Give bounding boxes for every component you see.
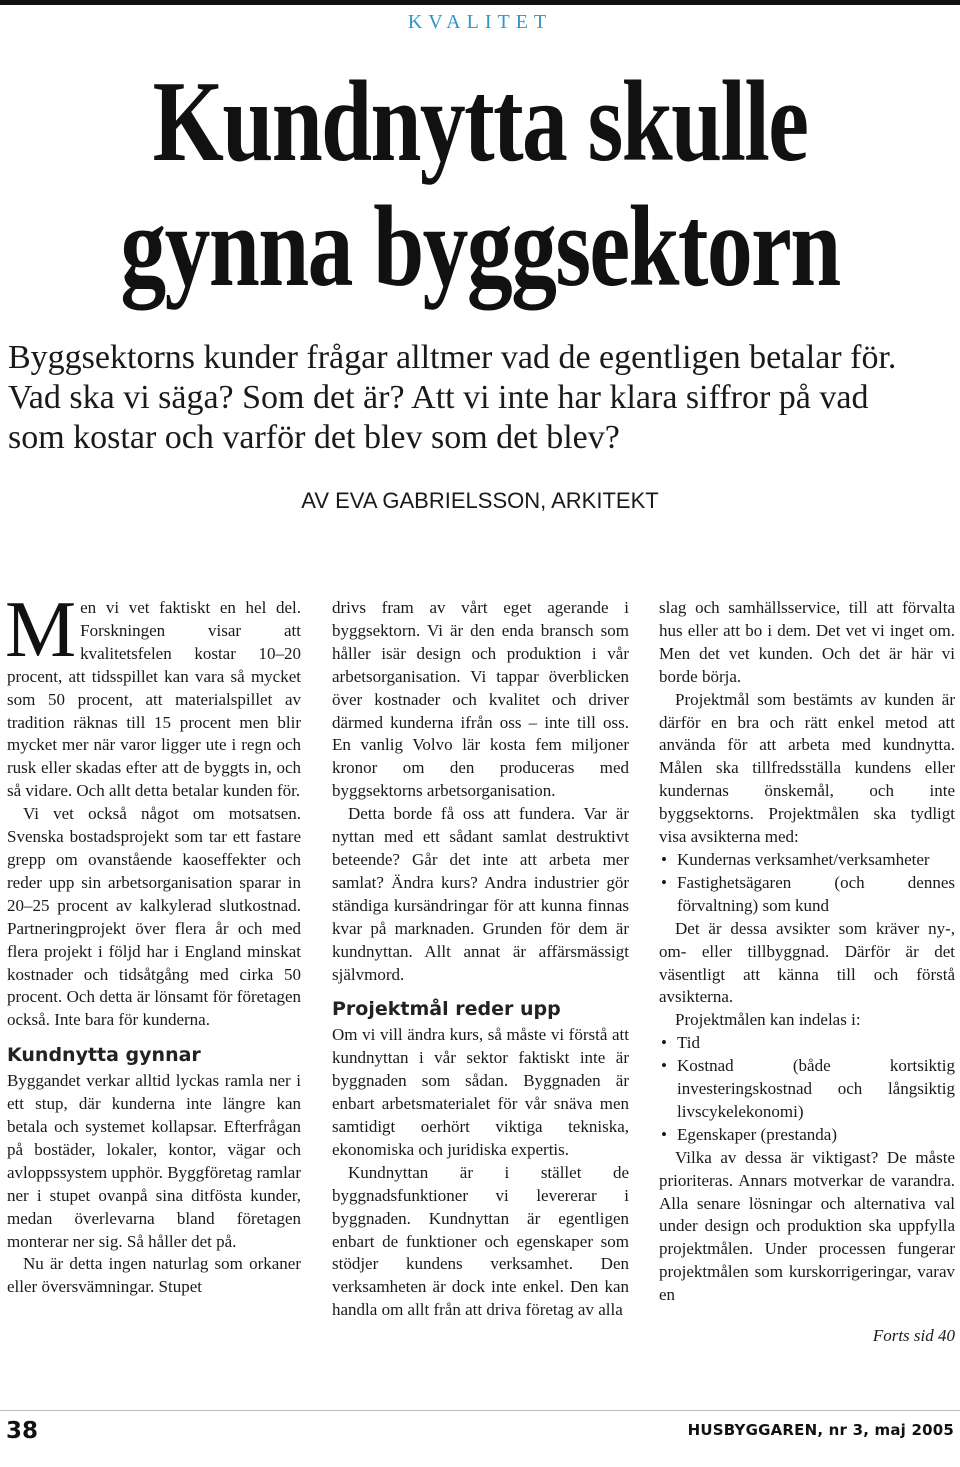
headline-line-2: gynna byggsektorn	[120, 183, 840, 311]
section-label: KVALITET	[407, 11, 553, 33]
paragraph: Projektmål som bestämts av kunden är därför en bra och rätt enkel metod att använda för att arbeta med kundnytta. Målen ska tillfredsställa kundens eller kundernas önskemål, och inte byggsektorns. Projektmålen ska tydligt visa avsikterna med:	[659, 689, 955, 847]
paragraph: Det är dessa avsikter som kräver ny-, om- eller tillbyggnad. Därför är det väsentligt att känna till och förstå avsikterna.	[659, 918, 955, 1007]
paragraph: Kundnyttan är i stället de byggnadsfunktioner vi levererar i byggnaden. Kundnyttan är egentligen enbart de funktioner och egenskaper som stödjer kundens verksamhet. Den verksamheten är dock inte enkel. Den kan handla om allt från att driva företag av alla	[332, 1162, 629, 1320]
list-item: • Kundernas verksamhet/verksamheter	[659, 849, 955, 872]
top-rule	[0, 0, 960, 5]
ingress	[8, 338, 953, 458]
article-column-1	[5, 586, 301, 1299]
footer-rule	[0, 1410, 960, 1411]
page-number: 38	[6, 1418, 39, 1444]
article-column-3	[659, 597, 955, 1348]
list-item: • Fastighetsägaren (och dennes förvaltning) som kund	[659, 872, 955, 918]
list-item: • Kostnad (både kortsiktig investeringskostnad och långsiktig livscykelekonomi)	[659, 1055, 955, 1124]
paragraph: Nu är detta ingen naturlag som orkaner eller översvämningar. Stupet	[7, 1254, 301, 1297]
subheading: Projektmål reder upp	[332, 998, 561, 1021]
paragraph: Byggandet verkar alltid lyckas ramla ner i ett stup, där kunderna inte längre kan betala och systemet kollapsar. Efterfrågan på bostäder, lokaler, kontor, vägar och avloppssystem upphör. Byggföretag ramlar ner i stupet ovanpå sina ditfösta kunder, medan överlevarna bland företagen monterar ner sig. Så håller det på.	[7, 1071, 301, 1251]
paragraph: Detta borde få oss att fundera. Var är nyttan med ett sådant samlat destruktivt beteende? Går det inte att arbeta mer samlat? Ändra kurs? Andra industrier gör ständiga kursändringar för att kunna finnas kvar på marknaden. Grunden för dem är kundnyttan. Allt annat är affärsmässigt självmord.	[332, 804, 629, 984]
paragraph-text: en vi vet faktiskt en hel del. Forskningen visar att kvalitetsfelen kostar 10–20 procent, att tidsspillet kan vara så mycket som 50 procent, att materialspillet av tradition räknas till 15 procent men blir mycket mer när varor ligger ute i regn och rusk eller skadas efter att de byggts in, och så vidare. Och allt detta betalar kunden för.	[7, 598, 301, 801]
bullet-list	[659, 1032, 955, 1147]
ingress-line-3: som kostar och varför det blev som det blev?	[8, 419, 620, 456]
publication-info: HUSBYGGAREN, nr 3, maj 2005	[687, 1421, 954, 1439]
ingress-line-2: Vad ska vi säga? Som det är? Att vi inte har klara siffror på vad	[8, 379, 869, 416]
bullet-list	[659, 849, 955, 918]
list-item: • Tid	[659, 1032, 955, 1055]
headline-line-1: Kundnytta skulle	[152, 58, 808, 186]
byline: AV EVA GABRIELSSON, ARKITEKT	[301, 488, 659, 513]
paragraph	[5, 586, 301, 803]
ingress-line-1: Byggsektorns kunder frågar alltmer vad de egentligen betalar för.	[8, 339, 897, 376]
paragraph: Projektmålen kan indelas i:	[675, 1010, 861, 1030]
paragraph: slag och samhällsservice, till att förvalta hus eller att bo i dem. Det vet vi inget om. Men det vet kunden. Och det är här vi borde börja.	[659, 598, 955, 686]
continued-on-page: Forts sid 40	[872, 1326, 955, 1346]
subheading: Kundnytta gynnar	[7, 1044, 201, 1067]
article-column-2	[332, 597, 629, 1322]
paragraph: Vi vet också något om motsatsen. Svenska bostadsprojekt som tar ett fastare grepp om ovanstående kaoseffekter och reder upp sin arbetsorganisation sparar in 20–25 procent av kalkylerad slutkostnad. Partneringprojekt över flera år och med flera projekt i följd har i England minskat kostnader och tidsåtgång med cirka 50 procent. Och detta är lönsamt för företagen också. Inte bara för kunderna.	[7, 804, 301, 1030]
headline	[101, 60, 859, 310]
list-item: • Egenskaper (prestanda)	[659, 1124, 955, 1147]
paragraph: Vilka av dessa är viktigast? De måste prioriteras. Annars motverkar de varandra. Alla senare lösningar och alternativa val under design och produktion ska uppfylla projektmålen. Under processen fungerar projektmålen som kurskorrigeringar, varav en	[659, 1147, 955, 1305]
paragraph: Om vi vill ändra kurs, så måste vi förstå att kundnyttan i vår sektor faktiskt inte är byggnaden som sådan. Byggnaden är enbart arbetsmaterialet för vår snäva men samtidigt oerhört viktiga tekniska, ekonomiska och juridiska expertis.	[332, 1025, 629, 1159]
paragraph: drivs fram av vårt eget agerande i byggsektorn. Vi är den enda bransch som håller isär design och produktion i vår arbetsorganisation. Vi tappar överblicken över kostnader och kvalitet och driver därmed kunderna ifrån oss – inte till oss. En vanlig Volvo lär kosta fem miljoner kronor om den produceras med byggsektorns arbetsorganisation.	[332, 598, 629, 801]
drop-cap: M	[5, 586, 77, 674]
